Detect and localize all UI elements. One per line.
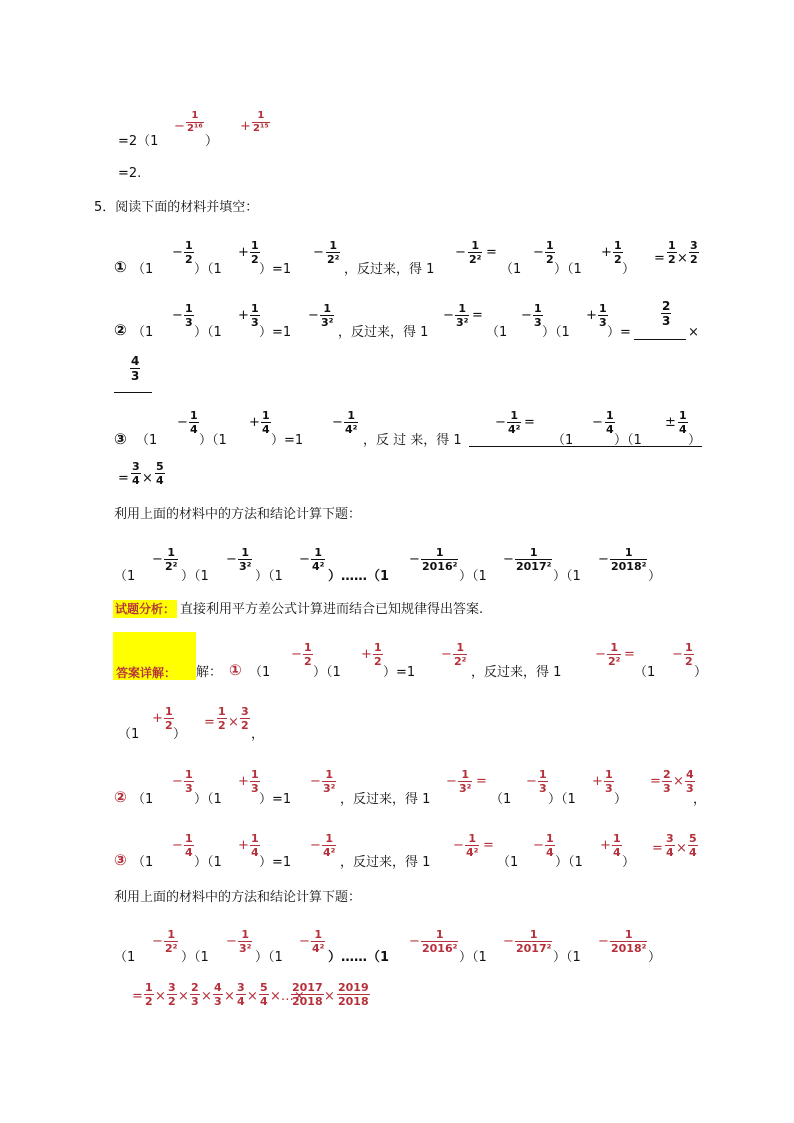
prod-g4: 1 2016² — [422, 546, 458, 573]
s1-f3-sign: − — [441, 647, 452, 662]
s1-close-tail: ） — [694, 665, 708, 680]
p3-open1: （1 — [136, 433, 158, 448]
p1-open1: （1 — [132, 262, 154, 277]
p3-times: × — [142, 471, 153, 486]
prod-mid-2: ）（1 — [255, 569, 283, 584]
p2-blank1-underline — [634, 339, 686, 340]
sp-dots: ）……（1 — [328, 950, 390, 965]
prod-g1: 1 2² — [165, 546, 178, 573]
prod-g6-sign: − — [598, 552, 609, 567]
intro-fa-sign: − — [174, 119, 185, 134]
s2-p2: 4 3 — [686, 768, 694, 795]
intro-close-a: ） — [205, 134, 219, 149]
s3-eq: = — [652, 841, 663, 856]
sp-g3: 1 4² — [312, 928, 325, 955]
s1-marker: ① — [229, 661, 242, 679]
final-term-6: 2017 2018 — [292, 981, 323, 1008]
p1-f6: 1 2 — [614, 239, 622, 266]
s3-f4-sign: − — [453, 838, 464, 853]
prod-g3: 1 4² — [312, 546, 325, 573]
s1-f2: 1 2 — [374, 641, 382, 668]
p1-f2: 1 2 — [251, 239, 259, 266]
final-term-7: 2019 2018 — [338, 981, 369, 1008]
p2-f4: 1 3² — [456, 302, 469, 329]
s1-f1: 1 2 — [304, 641, 312, 668]
p3-f3-sign: − — [332, 415, 343, 430]
p2-open3: （1 — [486, 325, 508, 340]
p1-p1: 1 2 — [668, 239, 676, 266]
s2-f3: 1 3² — [323, 768, 336, 795]
sp-g5: 1 2017² — [516, 928, 552, 955]
final-times-2: × — [201, 989, 212, 1004]
solution-lead: 解： — [196, 665, 223, 680]
s1-f6: 1 2 — [165, 705, 173, 732]
final-ellipsis: ×…× — [270, 989, 305, 1004]
p1-f2-sign: + — [238, 245, 249, 260]
p1-open2: ）（1 — [194, 262, 222, 277]
p2-marker: ② — [114, 321, 127, 339]
s1-f1-sign: − — [291, 647, 302, 662]
s1-f4-sign: − — [595, 647, 606, 662]
s1-f6-sign: + — [152, 711, 163, 726]
prod-g2: 1 3² — [239, 546, 252, 573]
s3-open4: ）（1 — [555, 855, 583, 870]
p3-f6: 1 4 — [679, 409, 687, 436]
s1-f3: 1 2² — [454, 641, 467, 668]
s1-eq: = — [204, 715, 215, 730]
p3-open3: （1 — [552, 433, 574, 448]
p2-f3-sign: − — [308, 308, 319, 323]
p3-f4-sign: − — [495, 415, 506, 430]
s2-f2-sign: + — [238, 774, 249, 789]
p2-reverse: ，反过来，得 1 — [338, 325, 429, 340]
p1-f4: 1 2² — [469, 239, 482, 266]
p3-f4-eq: = — [524, 415, 535, 430]
s2-eq: = — [650, 774, 661, 789]
prod-dots: ）……（1 — [328, 569, 390, 584]
p2-f4-sign: − — [443, 308, 454, 323]
prod-g4-sign: − — [409, 552, 420, 567]
sp-g3-sign: − — [299, 934, 310, 949]
final-term-2: 2 3 — [191, 981, 199, 1008]
p1-f4-eq: = — [486, 245, 497, 260]
solution-use-text: 利用上面的材料中的方法和结论计算下题： — [114, 890, 362, 905]
p3-f2-sign: + — [249, 415, 260, 430]
s1-open3: （1 — [634, 665, 656, 680]
s3-times: × — [676, 841, 687, 856]
prod-g5-sign: − — [503, 552, 514, 567]
s1-p2: 3 2 — [241, 705, 249, 732]
s3-f2: 1 4 — [251, 832, 259, 859]
sp-mid-2: ）（1 — [255, 950, 283, 965]
p2-f5-sign: − — [521, 308, 532, 323]
p2-f6: 1 3 — [599, 302, 607, 329]
p1-f6-sign: + — [601, 245, 612, 260]
s2-f1: 1 3 — [185, 768, 193, 795]
s2-f4-eq: = — [476, 774, 487, 789]
s2-open2: ）（1 — [194, 792, 222, 807]
p2-f1-sign: − — [172, 308, 183, 323]
sp-g4: 1 2016² — [422, 928, 458, 955]
p2-f1: 1 3 — [185, 302, 193, 329]
intro-fb-sign: + — [240, 119, 251, 134]
s3-f6: 1 4 — [613, 832, 621, 859]
s3-f4-eq: = — [483, 838, 494, 853]
intro-eq1-prefix: =2（1 — [118, 134, 159, 149]
p3-close: ） — [688, 433, 702, 448]
s2-times: × — [673, 774, 684, 789]
s2-f4: 1 3² — [459, 768, 472, 795]
p1-close: ） — [622, 262, 636, 277]
p1-eq-one: ）=1 — [259, 262, 292, 277]
sp-open: （1 — [114, 950, 136, 965]
final-term-3: 4 3 — [214, 981, 222, 1008]
p2-open1: （1 — [132, 325, 154, 340]
p3-f2: 1 4 — [262, 409, 270, 436]
s1-comma: ， — [251, 727, 265, 742]
s2-f5: 1 3 — [539, 768, 547, 795]
sp-g1: 1 2² — [165, 928, 178, 955]
p3-p2: 5 4 — [156, 460, 164, 487]
s3-open2: ）（1 — [194, 855, 222, 870]
p3-marker: ③ — [114, 430, 127, 448]
prod-mid-3: ）（1 — [459, 569, 487, 584]
p3-p1: 3 4 — [132, 460, 140, 487]
sp-mid-1: ）（1 — [181, 950, 209, 965]
final-term-0: 1 2 — [145, 981, 153, 1008]
prod-g2-sign: − — [226, 552, 237, 567]
p3-f5: 1 4 — [606, 409, 614, 436]
s3-f1-sign: − — [172, 838, 183, 853]
intro-eq2: =2. — [118, 166, 142, 181]
p3-f5-sign: − — [592, 415, 603, 430]
p2-f4-eq: = — [472, 308, 483, 323]
sp-g2-sign: − — [226, 934, 237, 949]
s2-reverse: ，反过来，得 1 — [340, 792, 431, 807]
final-eq: = — [132, 989, 143, 1004]
p1-f4-sign: − — [455, 245, 466, 260]
intro-fraction-b: 1 2¹⁵ — [253, 110, 269, 134]
solution-label: 答案详解： — [116, 666, 177, 680]
sp-g6: 1 2018² — [611, 928, 647, 955]
p2-blank1: 2 3 — [662, 299, 671, 328]
p1-reverse: ，反过来，得 1 — [344, 262, 435, 277]
p1-f5-sign: − — [533, 245, 544, 260]
s1-times: × — [228, 715, 239, 730]
s3-f3: 1 4² — [323, 832, 336, 859]
final-times-4: × — [247, 989, 258, 1004]
p1-eq: = — [654, 251, 665, 266]
sp-g4-sign: − — [409, 934, 420, 949]
p3-cont-eq: = — [118, 471, 129, 486]
s1-f4-eq: = — [624, 647, 635, 662]
s3-f2-sign: + — [238, 838, 249, 853]
s3-f1: 1 4 — [185, 832, 193, 859]
s2-open3: （1 — [490, 792, 512, 807]
s1-open1: （1 — [249, 665, 271, 680]
s3-close: ） — [622, 855, 636, 870]
prod-open: （1 — [114, 569, 136, 584]
prod-g3-sign: − — [299, 552, 310, 567]
p3-f4: 1 4² — [508, 409, 521, 436]
intro-fraction-a: 1 2¹⁶ — [187, 110, 203, 134]
p3-eq-one: ）=1 — [271, 433, 304, 448]
p2-times: × — [688, 325, 699, 340]
p1-f3: 1 2² — [327, 239, 340, 266]
s2-eq-one: ）=1 — [259, 792, 292, 807]
s2-f6-sign: + — [592, 774, 603, 789]
p1-f1: 1 2 — [185, 239, 193, 266]
s1-f4: 1 2² — [608, 641, 621, 668]
s2-open1: （1 — [132, 792, 154, 807]
sp-g5-sign: − — [503, 934, 514, 949]
problem-title: 5．阅读下面的材料并填空： — [94, 200, 259, 215]
analysis-label: 试题分析： — [115, 602, 176, 616]
s1-f5-sign: − — [672, 647, 683, 662]
p2-open2: ）（1 — [194, 325, 222, 340]
p1-f3-sign: − — [313, 245, 324, 260]
prod-g1-sign: − — [152, 552, 163, 567]
s1-open2: ）（1 — [313, 665, 341, 680]
p2-f5: 1 3 — [534, 302, 542, 329]
s3-f4: 1 4² — [466, 832, 479, 859]
p1-f1-sign: − — [172, 245, 183, 260]
p1-open3: （1 — [500, 262, 522, 277]
s1-cont-close: ） — [173, 727, 187, 742]
sp-g6-sign: − — [598, 934, 609, 949]
s3-p2: 5 4 — [689, 832, 697, 859]
problem-use-text: 利用上面的材料中的方法和结论计算下题： — [114, 507, 362, 522]
s2-f3-sign: − — [310, 774, 321, 789]
s3-f5: 1 4 — [546, 832, 554, 859]
s2-f2: 1 3 — [251, 768, 259, 795]
p1-p2: 3 2 — [690, 239, 698, 266]
p3-f3: 1 4² — [345, 409, 358, 436]
s1-f2-sign: + — [361, 647, 372, 662]
p3-open4: ）（1 — [614, 433, 642, 448]
s2-f4-sign: − — [446, 774, 457, 789]
sp-g1-sign: − — [152, 934, 163, 949]
p1-f5: 1 2 — [546, 239, 554, 266]
s3-p1: 3 4 — [666, 832, 674, 859]
s2-comma: ， — [693, 792, 707, 807]
s2-p1: 2 3 — [663, 768, 671, 795]
s3-reverse: ，反过来，得 1 — [340, 855, 431, 870]
p3-reverse: ，反 过 来，得 1 — [363, 433, 462, 448]
p3-f1: 1 4 — [190, 409, 198, 436]
s1-p1: 1 2 — [218, 705, 226, 732]
p2-f2-sign: + — [238, 308, 249, 323]
p2-blank2: 4 3 — [131, 354, 140, 383]
prod-mid-1: ）（1 — [181, 569, 209, 584]
s1-f5: 1 2 — [685, 641, 693, 668]
s3-open1: （1 — [132, 855, 154, 870]
s3-marker: ③ — [114, 851, 127, 869]
s1-reverse: ，反过来，得 1 — [471, 665, 562, 680]
s2-f1-sign: − — [172, 774, 183, 789]
final-times-1: × — [178, 989, 189, 1004]
final-term-5: 5 4 — [260, 981, 268, 1008]
p3-blank-underline — [469, 446, 702, 447]
sp-mid-4: ）（1 — [553, 950, 581, 965]
p2-eq-one: ）=1 — [259, 325, 292, 340]
analysis-text: 直接利用平方差公式计算进而结合已知规律得出答案. — [180, 602, 484, 617]
s2-marker: ② — [114, 788, 127, 806]
p2-f3: 1 3² — [321, 302, 334, 329]
final-term-4: 3 4 — [237, 981, 245, 1008]
sp-close: ） — [648, 950, 662, 965]
p1-open4: ）（1 — [554, 262, 582, 277]
p2-f6-sign: + — [586, 308, 597, 323]
s2-f5-sign: − — [526, 774, 537, 789]
prod-mid-4: ）（1 — [553, 569, 581, 584]
s3-f5-sign: − — [533, 838, 544, 853]
sp-g2: 1 3² — [239, 928, 252, 955]
s3-eq-one: ）=1 — [259, 855, 292, 870]
final-times-3: × — [224, 989, 235, 1004]
s2-close: ） — [614, 792, 628, 807]
p2-blank2-underline — [114, 392, 152, 393]
s3-open3: （1 — [497, 855, 519, 870]
final-times-0: × — [155, 989, 166, 1004]
prod-g6: 1 2018² — [611, 546, 647, 573]
s3-f6-sign: + — [600, 838, 611, 853]
p3-f1-sign: − — [177, 415, 188, 430]
final-times-6: × — [324, 989, 335, 1004]
s3-f3-sign: − — [310, 838, 321, 853]
prod-g5: 1 2017² — [516, 546, 552, 573]
p2-f2: 1 3 — [251, 302, 259, 329]
s2-open4: ）（1 — [548, 792, 576, 807]
p2-close-eq: ）= — [607, 325, 631, 340]
final-term-1: 3 2 — [168, 981, 176, 1008]
p1-marker: ① — [114, 258, 127, 276]
p2-open4: ）（1 — [542, 325, 570, 340]
sp-mid-3: ）（1 — [459, 950, 487, 965]
p3-open2: ）（1 — [199, 433, 227, 448]
p1-times: × — [677, 251, 688, 266]
s1-cont-open: （1 — [118, 727, 140, 742]
s1-eq-one: ）=1 — [383, 665, 416, 680]
p3-f6-sign: ± — [665, 415, 676, 430]
prod-close: ） — [648, 569, 662, 584]
s2-f6: 1 3 — [605, 768, 613, 795]
